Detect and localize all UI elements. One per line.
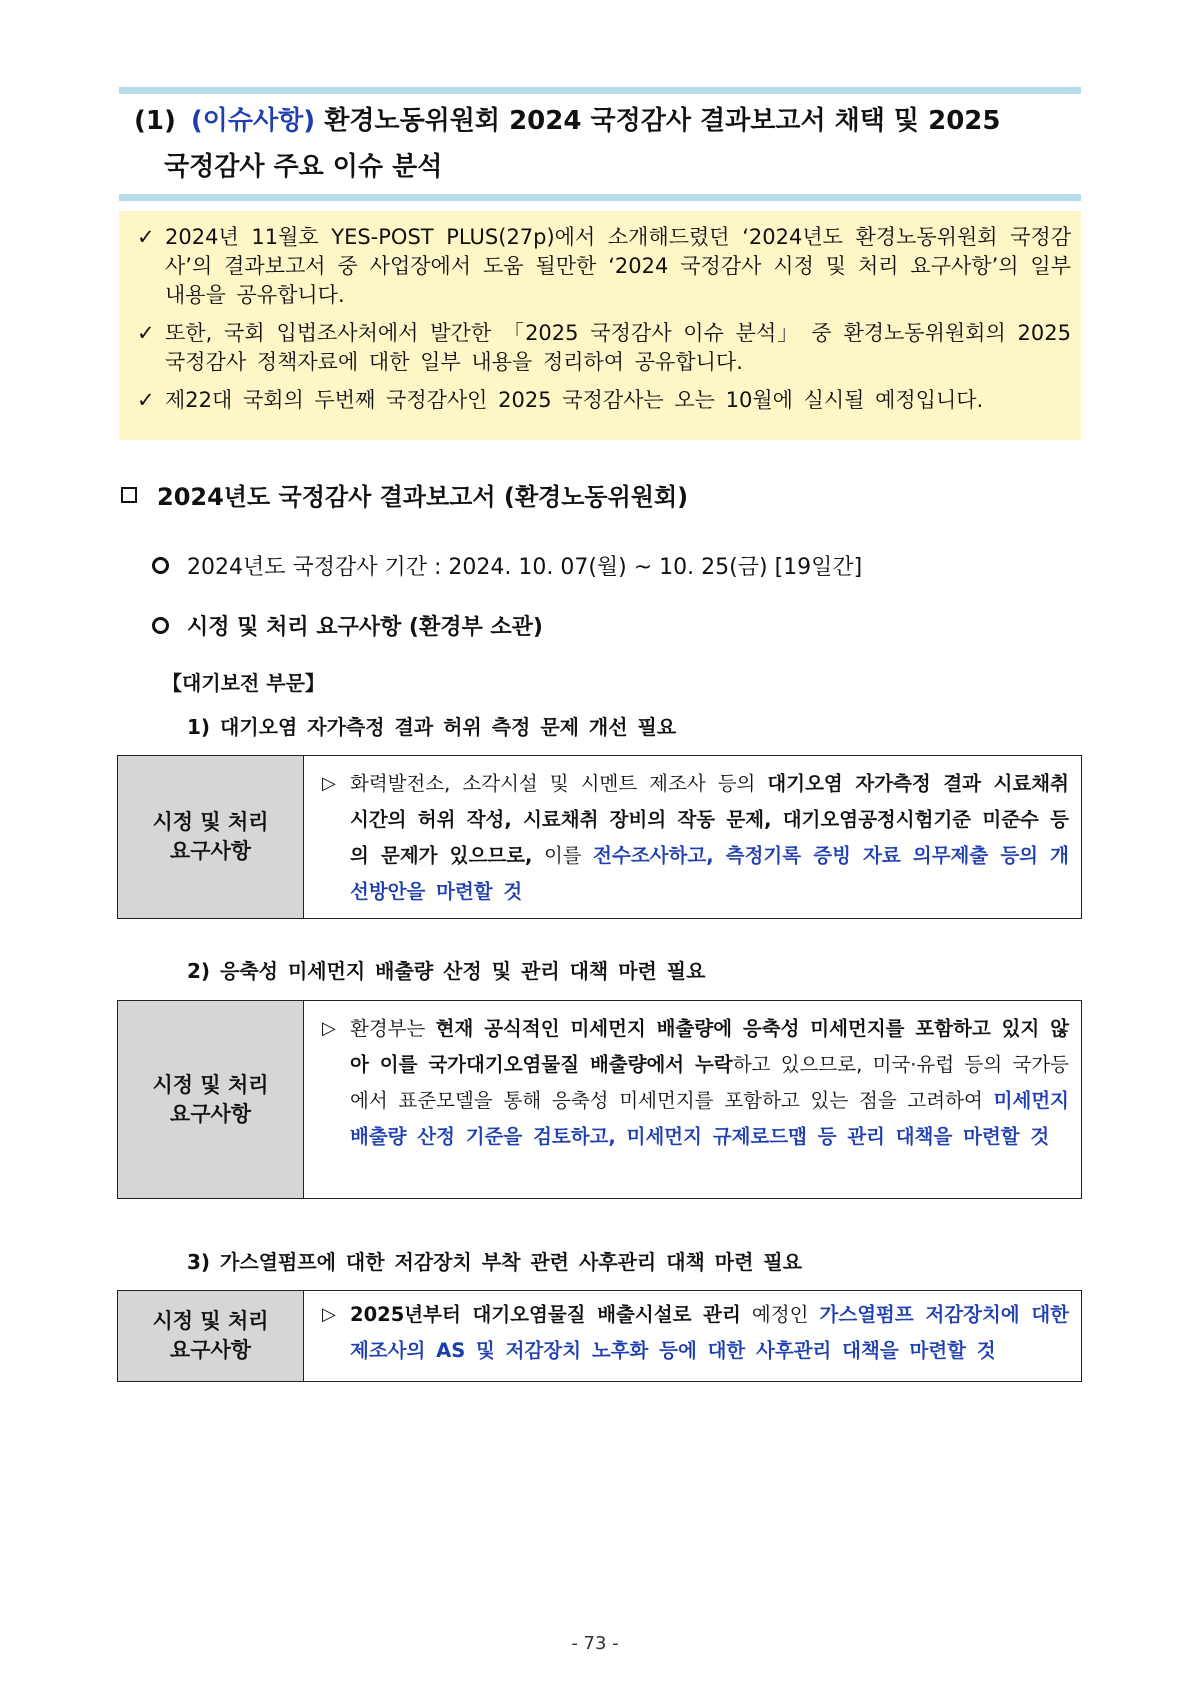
title-bottom-bar bbox=[119, 194, 1081, 201]
text-segment: 예정인 bbox=[740, 1303, 820, 1326]
summary-item bbox=[137, 223, 1071, 310]
summary-item bbox=[137, 319, 1071, 377]
requirement-text bbox=[350, 1011, 1069, 1190]
category-label: 【대기보전 부문】 bbox=[162, 671, 325, 695]
audit-period-text: 2024년도 국정감사 기간 : 2024. 10. 07(월) ~ 10. 25(금) [19일간] bbox=[187, 555, 863, 580]
triangle-bullet-icon: ▷ bbox=[322, 1018, 336, 1039]
requirement-label bbox=[118, 756, 304, 918]
requirement-body bbox=[304, 1001, 1081, 1198]
summary-item bbox=[137, 386, 1071, 415]
text-segment: 하고 있으므로, 미국·유럽 등의 국가등에서 표준모델을 통해 응축성 미세먼지를 포함하고 있는 점을 고려하여 bbox=[350, 1053, 1069, 1112]
highlight-segment: 전수조사하고, 측정기록 증빙 자료 의무제출 등의 개선방안을 마련할 것 bbox=[350, 844, 1069, 903]
triangle-bullet-icon: ▷ bbox=[322, 1304, 336, 1325]
requirement-label-line2: 요구사항 bbox=[169, 1338, 252, 1362]
summary-text: 2024년 11월호 YES-POST PLUS(27p)에서 소개해드렸던 ‘2024년도 환경노동위원회 국정감사’의 결과보고서 중 사업장에서 도움 될만한 ‘2024 국정감사 시정 및 처리 요구사항’의 일부 내용을 공유합니다. bbox=[165, 225, 1071, 307]
requirement-heading: 2) 응축성 미세먼지 배출량 산정 및 관리 대책 마련 필요 bbox=[187, 959, 706, 983]
requirement-heading: 1) 대기오염 자가측정 결과 허위 측정 문제 개선 필요 bbox=[187, 715, 677, 739]
section-heading bbox=[121, 477, 688, 512]
summary-box bbox=[119, 211, 1081, 440]
bold-segment: 대기오염 자가측정 결과 시료채취 시간의 허위 작성, 시료채취 장비의 작동 문제, 대기오염공정시험기준 미준수 등의 문제가 있으므로, bbox=[350, 772, 1069, 867]
title-top-bar bbox=[119, 87, 1081, 94]
section-heading-text: 2024년도 국정감사 결과보고서 (환경노동위원회) bbox=[157, 483, 689, 511]
highlight-segment: 미세먼지 배출량 산정 기준을 검토하고, 미세먼지 규제로드맵 등 관리 대책을 마련할 것 bbox=[350, 1089, 1069, 1148]
checkmark-icon: ✓ bbox=[137, 225, 155, 249]
requirement-table bbox=[117, 755, 1082, 919]
requirement-text bbox=[350, 1297, 1069, 1373]
bold-segment: 2025년부터 대기오염물질 배출시설로 관리 bbox=[350, 1303, 741, 1326]
square-bullet-icon bbox=[121, 487, 137, 503]
demands-heading-text: 시정 및 처리 요구사항 (환경부 소관) bbox=[187, 615, 543, 640]
circle-bullet-icon bbox=[152, 557, 169, 574]
requirement-label-line1: 시정 및 처리 bbox=[152, 810, 269, 834]
page-title bbox=[119, 94, 1081, 194]
page-number: - 73 - bbox=[571, 1633, 619, 1654]
requirement-label bbox=[118, 1001, 304, 1198]
text-segment: 환경부는 bbox=[350, 1017, 436, 1040]
requirement-label bbox=[118, 1291, 304, 1381]
requirement-text bbox=[350, 766, 1069, 910]
text-segment: 이를 bbox=[532, 844, 594, 867]
requirement-label-line2: 요구사항 bbox=[169, 1101, 252, 1126]
requirement-table bbox=[117, 1000, 1082, 1199]
checkmark-icon: ✓ bbox=[137, 388, 155, 412]
highlight-segment: 가스열펌프 저감장치에 대한 제조사의 AS 및 저감장치 노후화 등에 대한 사후관리 대책을 마련할 것 bbox=[350, 1303, 1070, 1362]
requirement-body bbox=[304, 1291, 1081, 1381]
audit-period bbox=[152, 550, 862, 581]
title-line1: 환경노동위원회 2024 국정감사 결과보고서 채택 및 2025 bbox=[324, 106, 1001, 136]
circle-bullet-icon bbox=[152, 617, 169, 634]
demands-heading bbox=[152, 610, 543, 641]
title-line2: 국정감사 주요 이슈 분석 bbox=[164, 152, 443, 182]
text-segment: 화력발전소, 소각시설 및 시멘트 제조사 등의 bbox=[350, 772, 768, 795]
summary-text: 제22대 국회의 두번째 국정감사인 2025 국정감사는 오는 10월에 실시될 예정입니다. bbox=[165, 388, 984, 412]
title-tag: (이슈사항) bbox=[190, 106, 316, 136]
summary-text: 또한, 국회 입법조사처에서 발간한 「2025 국정감사 이슈 분석」 중 환경노동위원회의 2025 국정감사 정책자료에 대한 일부 내용을 정리하여 공유합니다. bbox=[165, 321, 1071, 374]
triangle-bullet-icon: ▷ bbox=[322, 773, 336, 794]
bold-segment: 현재 공식적인 미세먼지 배출량에 응축성 미세먼지를 포함하고 있지 않아 이를 국가대기오염물질 배출량에서 누락 bbox=[350, 1017, 1070, 1076]
requirement-label-line1: 시정 및 처리 bbox=[152, 1072, 269, 1097]
requirement-heading: 3) 가스열펌프에 대한 저감장치 부착 관련 사후관리 대책 마련 필요 bbox=[187, 1250, 803, 1274]
requirement-body bbox=[304, 756, 1081, 918]
requirement-label-line2: 요구사항 bbox=[169, 839, 252, 863]
checkmark-icon: ✓ bbox=[137, 321, 155, 345]
title-number: (1) bbox=[134, 106, 176, 136]
requirement-label-line1: 시정 및 처리 bbox=[152, 1309, 269, 1333]
requirement-table bbox=[117, 1290, 1082, 1382]
title-block bbox=[119, 87, 1081, 201]
